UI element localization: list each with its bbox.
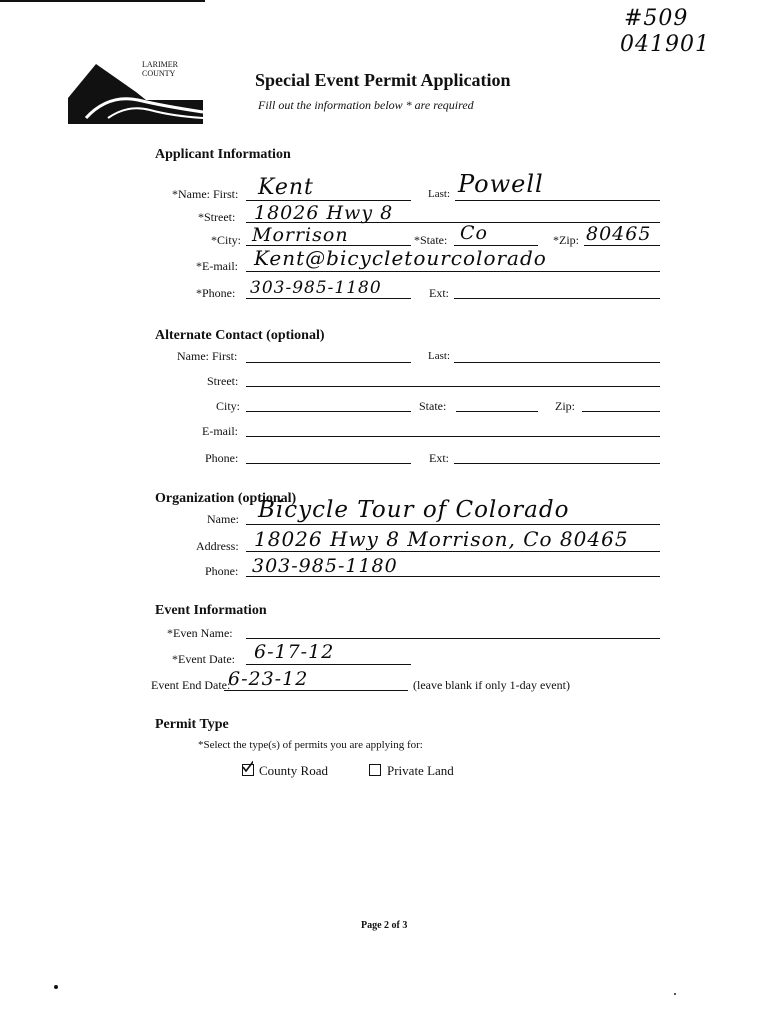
event-name-line[interactable]	[246, 638, 660, 639]
page-title: Special Event Permit Application	[255, 70, 511, 90]
applicant-last-value[interactable]: Powell	[458, 170, 544, 198]
page-subtitle: Fill out the information below * are required	[258, 98, 474, 112]
county-road-checkbox[interactable]	[242, 764, 254, 776]
alternate-first-line[interactable]	[246, 362, 411, 363]
county-logo-mark	[68, 58, 203, 124]
applicant-phone-label: *Phone:	[196, 286, 236, 300]
event-end-label: Event End Date:	[151, 678, 231, 692]
organization-name-value[interactable]: Bicycle Tour of Colorado	[258, 497, 570, 523]
alternate-heading: Alternate Contact (optional)	[155, 328, 325, 343]
organization-address-label: Address:	[196, 539, 239, 553]
alternate-last-label: Last:	[428, 350, 450, 362]
organization-name-label: Name:	[207, 512, 239, 526]
applicant-email-line	[246, 271, 660, 272]
applicant-first-line	[246, 200, 411, 201]
applicant-last-line	[455, 200, 660, 201]
county-logo	[68, 58, 203, 124]
organization-name-line	[246, 524, 660, 525]
event-end-value[interactable]: 6-23-12	[228, 668, 309, 690]
applicant-phone-value[interactable]: 303-985-1180	[250, 278, 382, 298]
applicant-zip-label: *Zip:	[553, 233, 579, 247]
organization-heading: Organization (optional)	[155, 491, 297, 506]
applicant-email-label: *E-mail:	[196, 259, 238, 273]
applicant-zip-value[interactable]: 80465	[586, 223, 652, 245]
applicant-street-value[interactable]: 18026 Hwy 8	[254, 202, 394, 224]
event-heading: Event Information	[155, 603, 267, 618]
scan-speck	[54, 985, 58, 989]
alternate-email-line[interactable]	[246, 436, 660, 437]
county-road-label: County Road	[259, 763, 328, 778]
alternate-city-label: City:	[216, 399, 241, 413]
applicant-email-value[interactable]: Kent@bicycletourcolorado	[254, 246, 547, 270]
alternate-street-label: Street:	[207, 374, 239, 388]
organization-address-line	[246, 551, 660, 552]
applicant-state-value[interactable]: Co	[460, 222, 488, 244]
applicant-first-value[interactable]: Kent	[258, 175, 314, 200]
applicant-phone-line	[246, 298, 411, 299]
applicant-city-value[interactable]: Morrison	[252, 224, 349, 246]
alternate-last-line[interactable]	[454, 362, 660, 363]
event-end-note: (leave blank if only 1-day event)	[413, 678, 570, 692]
alternate-zip-line[interactable]	[582, 411, 660, 412]
top-note-line1: #509	[624, 6, 689, 31]
alternate-street-line[interactable]	[246, 386, 660, 387]
permit-instruction: *Select the type(s) of permits you are applying for:	[198, 739, 423, 751]
scan-speck	[674, 993, 676, 995]
alternate-city-line[interactable]	[246, 411, 411, 412]
event-date-label: *Event Date:	[172, 652, 235, 666]
alternate-email-label: E-mail:	[202, 424, 238, 438]
event-date-value[interactable]: 6-17-12	[254, 641, 335, 663]
top-note-line2: 041901	[620, 32, 710, 57]
applicant-street-label: *Street:	[198, 210, 236, 224]
organization-phone-value[interactable]: 303-985-1180	[252, 555, 398, 577]
applicant-heading: Applicant Information	[155, 147, 291, 162]
private-land-checkbox[interactable]	[369, 764, 381, 776]
logo-text-line2: COUNTY	[142, 69, 176, 78]
page-number: Page 2 of 3	[361, 920, 408, 931]
applicant-ext-label: Ext:	[429, 286, 449, 300]
organization-address-value[interactable]: 18026 Hwy 8 Morrison, Co 80465	[254, 527, 629, 551]
check-mark-icon	[241, 761, 253, 773]
applicant-city-label: *City:	[211, 233, 242, 247]
applicant-name-label: *Name: First:	[172, 187, 239, 201]
alternate-phone-line[interactable]	[246, 463, 411, 464]
alternate-state-label: State:	[419, 399, 447, 413]
applicant-state-label: *State:	[414, 233, 448, 247]
applicant-last-label: Last:	[428, 188, 450, 200]
applicant-ext-line	[454, 298, 660, 299]
applicant-zip-line	[584, 245, 660, 246]
event-name-label: *Even Name:	[167, 626, 233, 640]
logo-text-line1: LARIMER	[142, 60, 178, 69]
alternate-state-line[interactable]	[456, 411, 538, 412]
organization-phone-label: Phone:	[205, 564, 239, 578]
scan-edge-line	[0, 0, 205, 2]
event-end-line	[224, 690, 408, 691]
alternate-zip-label: Zip:	[555, 399, 575, 413]
private-land-label: Private Land	[387, 763, 454, 778]
alternate-ext-line[interactable]	[454, 463, 660, 464]
event-date-line	[246, 664, 411, 665]
alternate-phone-label: Phone:	[205, 451, 239, 465]
permit-heading: Permit Type	[155, 717, 229, 732]
alternate-name-label: Name: First:	[177, 349, 238, 363]
alternate-ext-label: Ext:	[429, 451, 449, 465]
